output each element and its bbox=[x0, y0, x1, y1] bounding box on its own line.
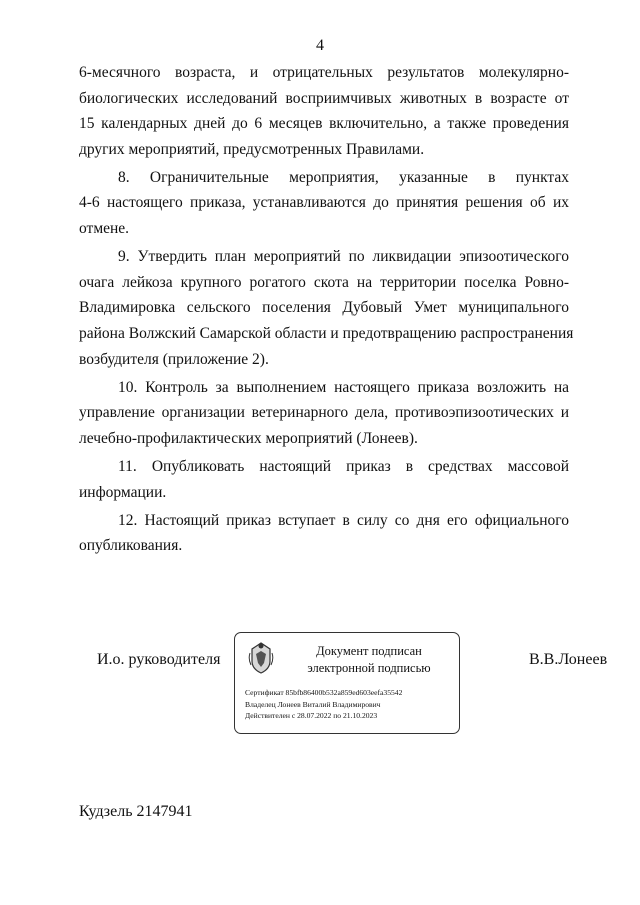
text-line: 6-месячного возраста, и отрицательных результатов молекулярно- bbox=[79, 64, 569, 81]
document-body bbox=[79, 60, 574, 561]
text-line: отмене. bbox=[79, 220, 130, 238]
signer-title: И.о. руководителя bbox=[97, 651, 221, 668]
stamp-heading bbox=[283, 643, 455, 677]
text-line: информации. bbox=[79, 483, 167, 501]
executor-note: Кудзель 2147941 bbox=[79, 803, 193, 820]
stamp-validity: Действителен с 28.07.2022 по 21.10.2023 bbox=[245, 711, 378, 720]
text-line: 10. Контроль за выполнением настоящего приказа возложить на bbox=[118, 378, 569, 396]
paragraph-item-10 bbox=[79, 375, 569, 452]
text-line: других мероприятий, предусмотренных Правилами. bbox=[79, 140, 425, 158]
text-line: 11. Опубликовать настоящий приказ в средствах массовой bbox=[118, 457, 569, 475]
text-line: очага лейкоза крупного рогатого скота на территории поселка Ровно- bbox=[79, 273, 569, 291]
text-line: управление организации ветеринарного дела, противоэпизоотических и bbox=[79, 404, 569, 422]
electronic-signature-stamp bbox=[234, 632, 460, 734]
text-line: 4-6 настоящего приказа, устанавливаются до принятия решения об их bbox=[79, 194, 569, 212]
page-number: 4 bbox=[316, 37, 324, 54]
paragraph-item-12 bbox=[79, 508, 569, 559]
stamp-details bbox=[245, 687, 455, 722]
coat-of-arms-icon bbox=[247, 641, 275, 675]
stamp-owner: Владелец Лонеев Виталий Владимирович bbox=[245, 699, 381, 709]
text-line: 8. Ограничительные мероприятия, указанные в пунктах bbox=[118, 168, 569, 186]
text-line: 9. Утвердить план мероприятий по ликвидации эпизоотического bbox=[118, 248, 569, 266]
paragraph-item-11 bbox=[79, 454, 569, 505]
paragraph-item-9 bbox=[79, 244, 574, 372]
paragraph-item-8 bbox=[79, 165, 569, 242]
text-line: опубликования. bbox=[79, 537, 183, 555]
text-line: лечебно-профилактических мероприятий (Лонеев). bbox=[79, 429, 418, 447]
signer-name: В.В.Лонеев bbox=[529, 651, 608, 668]
text-line: 12. Настоящий приказ вступает в силу со дня его официального bbox=[118, 511, 569, 529]
text-line: 15 календарных дней до 6 месяцев включительно, а также проведения bbox=[79, 115, 569, 133]
stamp-certificate: Сертификат 85bfb86400b532a859ed603eefa35542 bbox=[245, 688, 403, 697]
text-line: возбудителя (приложение 2). bbox=[79, 350, 269, 368]
text-line: района Волжский Самарской области и предотвращению распространения bbox=[79, 324, 574, 342]
stamp-heading-line: электронной подписью bbox=[307, 661, 431, 675]
text-line: биологических исследований восприимчивых животных в возрасте от bbox=[79, 89, 569, 107]
text-line: Владимировка сельского поселения Дубовый Умет муниципального bbox=[79, 299, 569, 317]
paragraph-continuation bbox=[79, 60, 569, 162]
stamp-heading-line: Документ подписан bbox=[316, 644, 422, 658]
